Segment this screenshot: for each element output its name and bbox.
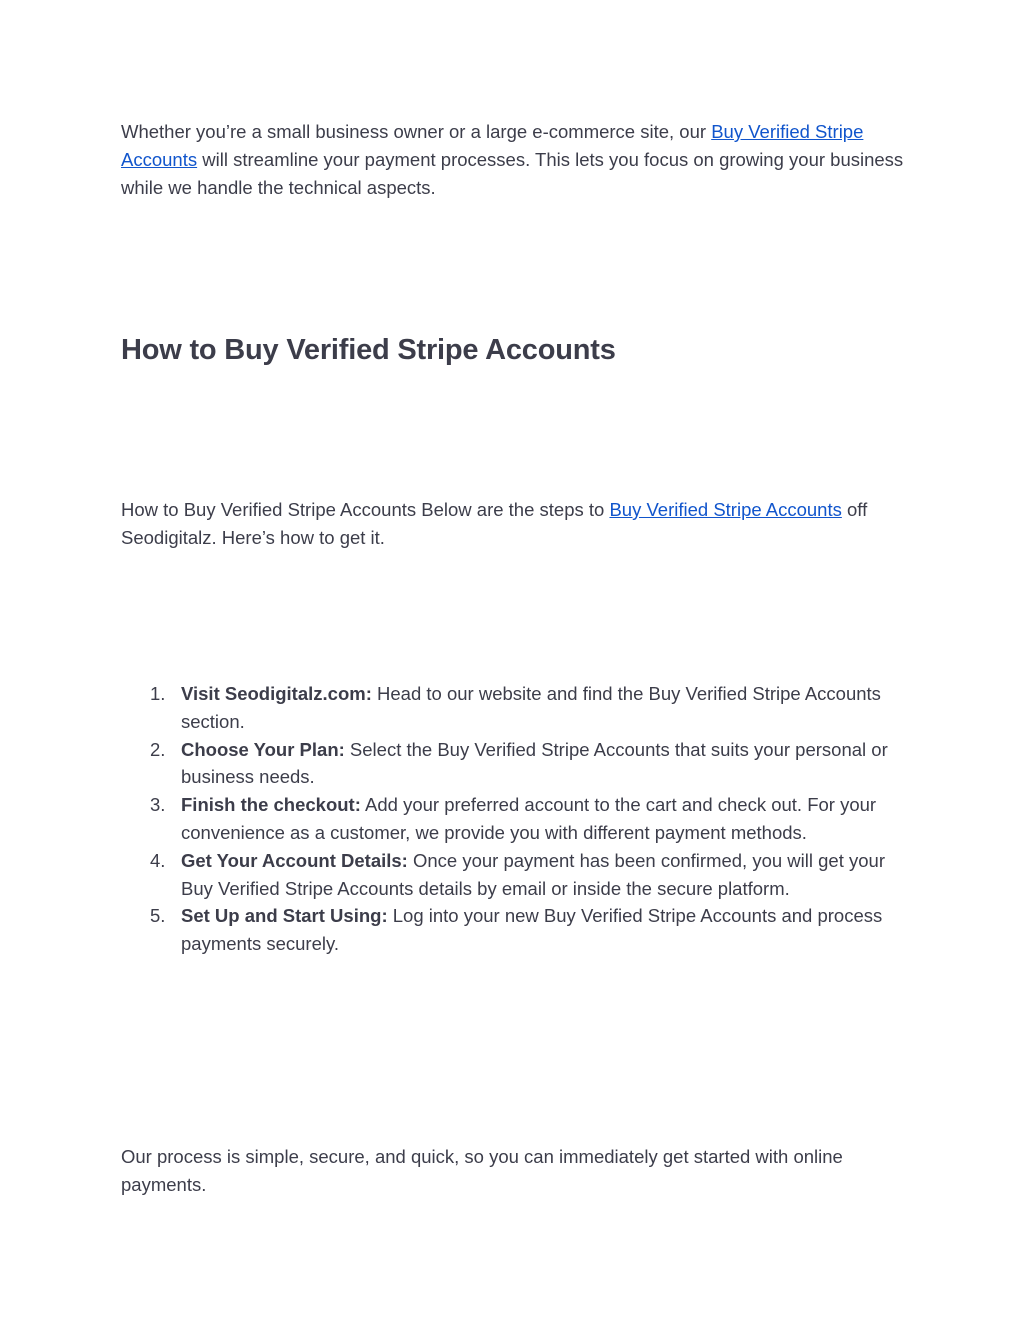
buy-verified-stripe-link[interactable]: Buy Verified Stripe Accounts bbox=[121, 121, 864, 170]
closing-paragraph: Our process is simple, secure, and quick, so you can immediately get started with online payments. bbox=[121, 1146, 843, 1195]
section-heading: How to Buy Verified Stripe Accounts bbox=[121, 334, 616, 366]
buy-verified-stripe-link-2[interactable]: Buy Verified Stripe Accounts bbox=[609, 499, 842, 520]
step-title: Set Up and Start Using: bbox=[181, 905, 388, 927]
step-title: Choose Your Plan: bbox=[181, 738, 345, 760]
intro-text-after: will streamline your payment processes. This lets you focus on growing your business while we handle the technical aspects. bbox=[121, 149, 904, 198]
step-number: 2. bbox=[150, 738, 166, 760]
list-item bbox=[121, 847, 891, 903]
step-text: Add your preferred account to the cart and check out. For your convenience as a customer, we provide you with different payment methods. bbox=[181, 794, 877, 843]
intro-paragraph bbox=[121, 118, 911, 202]
step-number: 4. bbox=[150, 849, 166, 871]
step-text: Once your payment has been confirmed, you will get your Buy Verified Stripe Accounts details by email or inside the secure platform. bbox=[181, 849, 885, 899]
step-number: 5. bbox=[150, 905, 166, 927]
steps-intro-paragraph bbox=[121, 496, 911, 552]
step-text: Log into your new Buy Verified Stripe Accounts and process payments securely. bbox=[181, 905, 883, 955]
list-item bbox=[121, 791, 891, 847]
step-title: Get Your Account Details: bbox=[181, 849, 408, 871]
step-title: Finish the checkout: bbox=[181, 794, 361, 816]
list-item bbox=[121, 902, 891, 958]
step-number: 1. bbox=[150, 683, 166, 704]
step-text: Select the Buy Verified Stripe Accounts that suits your personal or business needs. bbox=[181, 738, 888, 788]
steps-intro-text-before: How to Buy Verified Stripe Accounts Below are the steps to bbox=[121, 499, 610, 520]
step-number: 3. bbox=[150, 794, 166, 816]
list-item bbox=[121, 680, 891, 736]
list-item bbox=[121, 736, 891, 792]
step-text: Head to our website and find the Buy Verified Stripe Accounts section. bbox=[181, 683, 881, 732]
step-title: Visit Seodigitalz.com: bbox=[181, 683, 372, 704]
steps-intro-text-after: off Seodigitalz. Here’s how to get it. bbox=[121, 499, 868, 548]
intro-text-before: Whether you’re a small business owner or a large e-commerce site, our bbox=[121, 121, 712, 142]
steps-list bbox=[121, 680, 891, 958]
